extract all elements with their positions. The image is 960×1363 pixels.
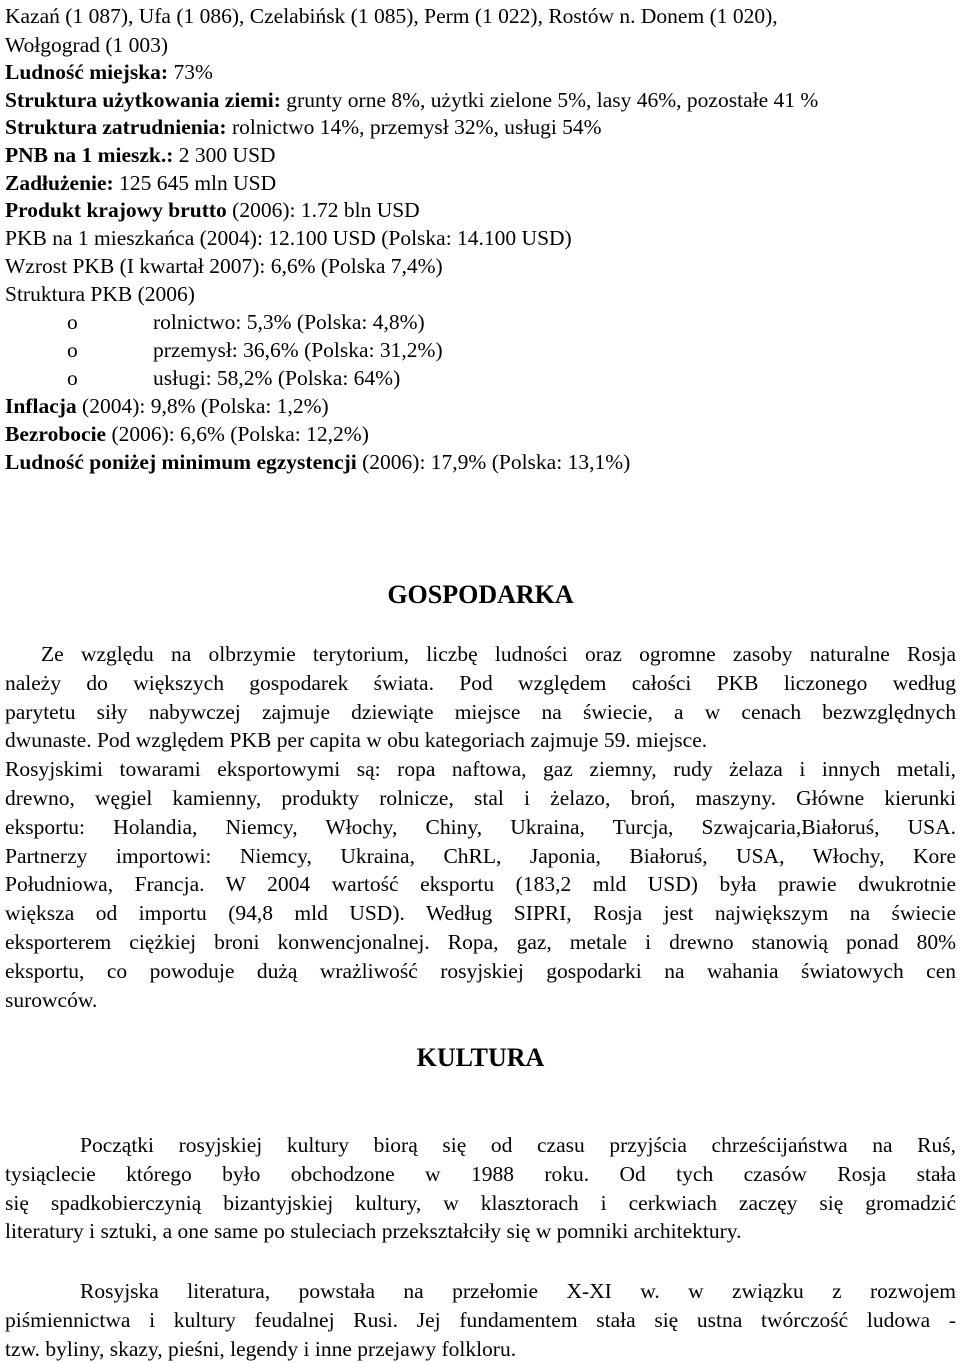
land-label: Struktura użytkowania ziemi:	[5, 88, 281, 112]
text-line: większa od importu (94,8 mld USD). Według SIPRI, Rosja jest największym na świecie	[5, 901, 956, 926]
gdp-per-capita: PKB na 1 mieszkańca (2004): 12.100 USD (Polska: 14.100 USD)	[5, 226, 572, 250]
text-line: surowców.	[5, 987, 98, 1012]
text-line: piśmiennictwa i kultury feudalnej Rusi. Jej fundamentem stała się ustna twórczość ludowa -	[5, 1307, 956, 1332]
list-item-text: usługi: 58,2% (Polska: 64%)	[153, 366, 401, 390]
urban-label: Ludność miejska:	[5, 60, 169, 84]
gdp-growth: Wzrost PKB (I kwartał 2007): 6,6% (Polska 7,4%)	[5, 254, 443, 278]
text-line: parytetu siły nabywczej zajmuje dziewiąte miejsce na świecie, a w cenach bezwzględnych	[5, 699, 956, 724]
poverty-value: (2006): 17,9% (Polska: 13,1%)	[356, 450, 631, 474]
inflation	[5, 396, 329, 418]
culture-heading: KULTURA	[416, 1043, 545, 1072]
text-line: eksporterem ciężkiej broni konwencjonalnej. Ropa, gaz, metale i drewno stanowią ponad 80%	[5, 929, 956, 954]
poverty-label: Ludność poniżej minimum egzystencji	[5, 450, 357, 474]
cities-line: Kazań (1 087), Ufa (1 086), Czelabińsk (1 085), Perm (1 022), Rostów n. Donem (1 020),	[5, 4, 778, 28]
text-line: Ze względu na olbrzymie terytorium, liczbę ludności oraz ogromne zasoby naturalne Rosja	[41, 642, 956, 666]
employment-value: rolnictwo 14%, przemysł 32%, usługi 54%	[226, 115, 602, 139]
debt-value: 125 645 mln USD	[113, 171, 277, 195]
inflation-label: Inflacja	[5, 394, 77, 418]
employment-label: Struktura zatrudnienia:	[5, 115, 227, 139]
text-line: drewno, węgiel kamienny, produkty rolnicze, stal i żelazo, broń, maszyny. Główne kierunki	[5, 785, 956, 810]
gnp-per-capita	[5, 145, 276, 167]
bullet-marker: o	[67, 366, 78, 390]
gdp-value: (2006): 1.72 bln USD	[226, 198, 420, 222]
gnp-label: PNB na 1 mieszk.:	[5, 143, 174, 167]
text-line: eksportu: Holandia, Niemcy, Włochy, Chiny, Ukraina, Turcja, Szwajcaria,Białoruś, USA.	[5, 814, 956, 839]
text-line: się spadkobierczynią bizantyjskiej kultury, w klasztorach i cerkwiach zaczęy się gromadzić	[5, 1190, 956, 1215]
bullet-marker: o	[67, 338, 78, 362]
urban-value: 73%	[168, 60, 213, 84]
text-line: Rosyjskimi towarami eksportowymi są: ropa naftowa, gaz ziemny, rudy żelaza i innych metali,	[5, 757, 956, 782]
unemployment	[5, 424, 369, 446]
land-use	[5, 90, 818, 112]
urban-population	[5, 62, 213, 84]
text-line: Partnerzy importowi: Niemcy, Ukraina, ChRL, Japonia, Białoruś, USA, Włochy, Kore	[5, 843, 956, 868]
list-item-text: rolnictwo: 5,3% (Polska: 4,8%)	[153, 310, 425, 334]
economy-heading: GOSPODARKA	[387, 580, 574, 609]
economy-text	[5, 640, 956, 1014]
poverty	[5, 452, 630, 474]
inflation-value: (2004): 9,8% (Polska: 1,2%)	[76, 394, 329, 418]
gdp-label: Produkt krajowy brutto	[5, 198, 227, 222]
culture-paragraph-1	[5, 1131, 956, 1246]
culture-paragraph-2	[5, 1277, 956, 1363]
text-line: tzw. byliny, skazy, pieśni, legendy i inne przejawy folkloru.	[5, 1336, 517, 1361]
text-line: należy do większych gospodarek świata. Pod względem całości PKB liczonego według	[5, 670, 956, 695]
text-line: eksportu, co powoduje dużą wrażliwość rosyjskiej gospodarki na wahania światowych cen	[5, 958, 956, 983]
gdp	[5, 200, 420, 222]
employment	[5, 117, 602, 139]
text-line: tysiąclecie którego było obchodzone w 1988 roku. Od tych czasów Rosja stała	[5, 1161, 956, 1186]
unemployment-label: Bezrobocie	[5, 422, 107, 446]
gnp-value: 2 300 USD	[173, 143, 276, 167]
land-value: grunty orne 8%, użytki zielone 5%, lasy 46%, pozostałe 41 %	[280, 88, 819, 112]
debt-label: Zadłużenie:	[5, 171, 114, 195]
bullet-marker: o	[67, 310, 78, 334]
unemployment-value: (2006): 6,6% (Polska: 12,2%)	[106, 422, 369, 446]
text-line: Początki rosyjskiej kultury biorą się od czasu przyjścia chrześcijaństwa na Ruś,	[80, 1133, 956, 1157]
text-line: literatury i sztuki, a one same po stuleciach przekształciły się w pomniki architektury.	[5, 1219, 742, 1244]
text-line: dwunaste. Pod względem PKB per capita w obu kategoriach zajmuje 59. miejsce.	[5, 728, 708, 753]
text-line: Południowa, Francja. W 2004 wartość eksportu (183,2 mld USD) była prawie dwukrotnie	[5, 872, 956, 897]
gdp-structure-title: Struktura PKB (2006)	[5, 282, 195, 306]
debt	[5, 173, 276, 195]
text-line: Rosyjska literatura, powstała na przełomie X-XI w. w związku z rozwojem	[80, 1279, 956, 1303]
list-item-text: przemysł: 36,6% (Polska: 31,2%)	[153, 338, 443, 362]
cities-line-2: Wołgograd (1 003)	[5, 33, 169, 57]
